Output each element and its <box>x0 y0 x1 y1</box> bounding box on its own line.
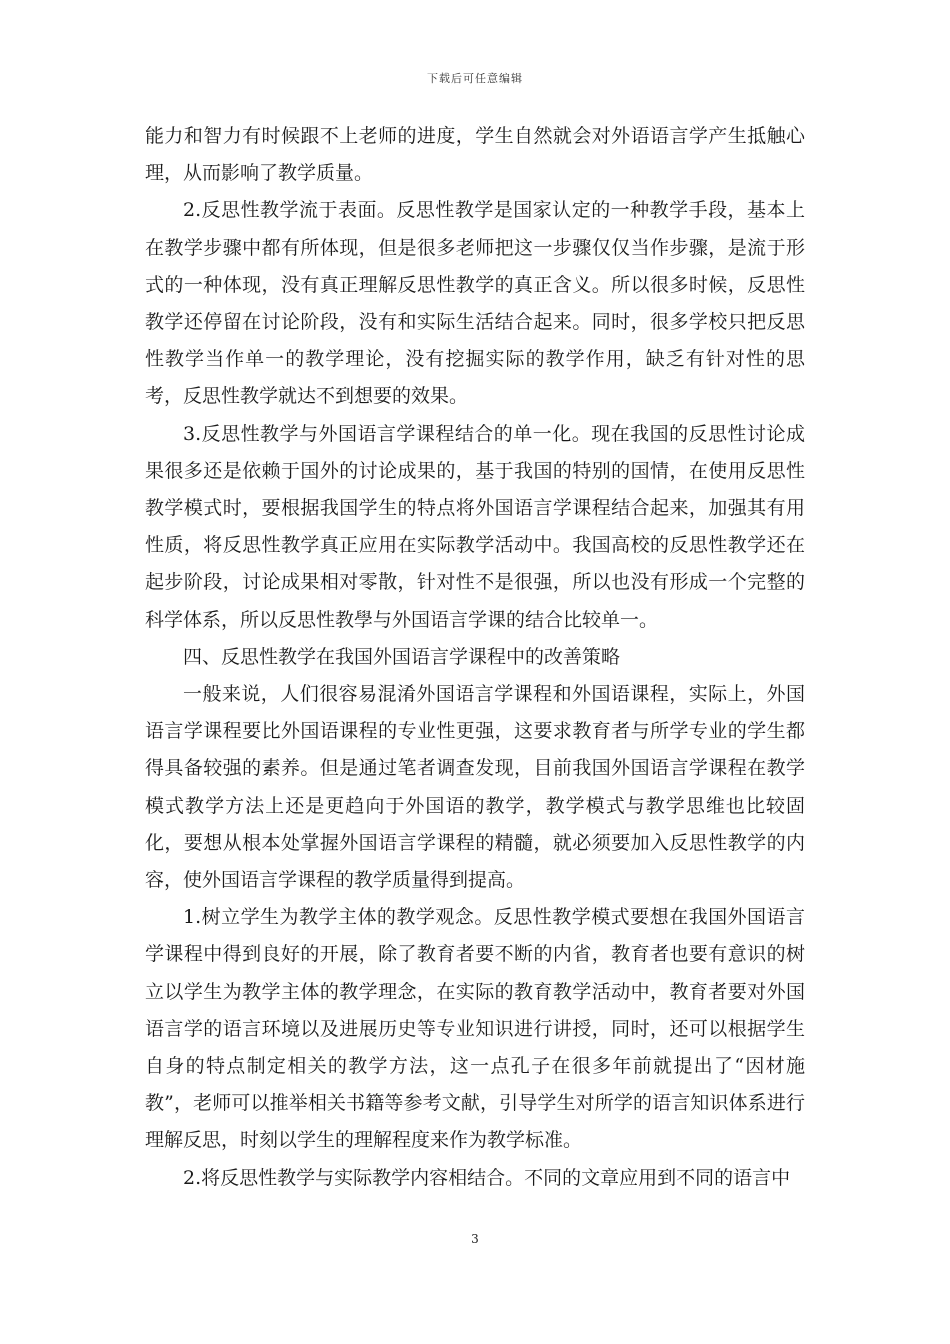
paragraph-point-3: 3.反思性教学与外国语言学课程结合的单一化。现在我国的反思性讨论成果很多还是依赖于国外的讨论成果的，基于我国的特别的国情，在使用反思性教学模式时，要根据我国学生的特点将外国语言学课程结合起来，加强其有用性质，将反思性教学真正应用在实际教学活动中。我国高校的反思性教学还在起步阶段，讨论成果相对零散，针对性不是很强，所以也没有形成一个完整的科学体系，所以反思性教學与外国语言学课的结合比较单一。 <box>145 422 805 631</box>
page-number: 3 <box>471 1232 479 1246</box>
header-note: 下载后可任意编辑 <box>427 72 523 85</box>
body-text <box>145 118 805 1197</box>
paragraph-strategy-1: 1.树立学生为教学主体的教学观念。反思性教学模式要想在我国外国语言学课程中得到良好的开展，除了教育者要不断的内省，教育者也要有意识的树立以学生为教学主体的教学理念，在实际的教育教学活动中，教育者要对外国语言学的语言环境以及进展历史等专业知识进行讲授，同时，还可以根据学生自身的特点制定相关的教学方法，这一点孔子在很多年前就提出了“因材施教”，老师可以推举相关书籍等参考文献，引导学生对所学的语言知识体系进行理解反思，时刻以学生的理解程度来作为教学标准。 <box>145 906 805 1152</box>
paragraph-strategy-2: 2.将反思性教学与实际教学内容相结合。不同的文章应用到不同的语言中 <box>183 1166 791 1189</box>
section-heading: 四、反思性教学在我国外国语言学课程中的改善策略 <box>183 645 621 668</box>
paragraph-intro: 一般来说，人们很容易混淆外国语言学课程和外国语课程，实际上，外国语言学课程要比外国语课程的专业性更强，这要求教育者与所学专业的学生都得具备较强的素养。但是通过笔者调查发现，目前我国外国语言学课程在教学模式教学方法上还是更趋向于外国语的教学，教学模式与教学思维也比较固化，要想从根本处掌握外国语言学课程的精髓，就必须要加入反思性教学的内容，使外国语言学课程的教学质量得到提高。 <box>145 683 805 892</box>
paragraph-continuation: 能力和智力有时候跟不上老师的进度，学生自然就会对外语语言学产生抵触心理，从而影响了教学质量。 <box>145 125 805 185</box>
paragraph-point-2: 2.反思性教学流于表面。反思性教学是国家认定的一种教学手段，基本上在教学步骤中都有所体现，但是很多老师把这一步骤仅仅当作步骤，是流于形式的一种体现，没有真正理解反思性教学的真正含义。所以很多时候，反思性教学还停留在讨论阶段，没有和实际生活结合起来。同时，很多学校只把反思性教学当作单一的教学理论，没有挖掘实际的教学作用，缺乏有针对性的思考，反思性教学就达不到想要的效果。 <box>145 199 805 408</box>
